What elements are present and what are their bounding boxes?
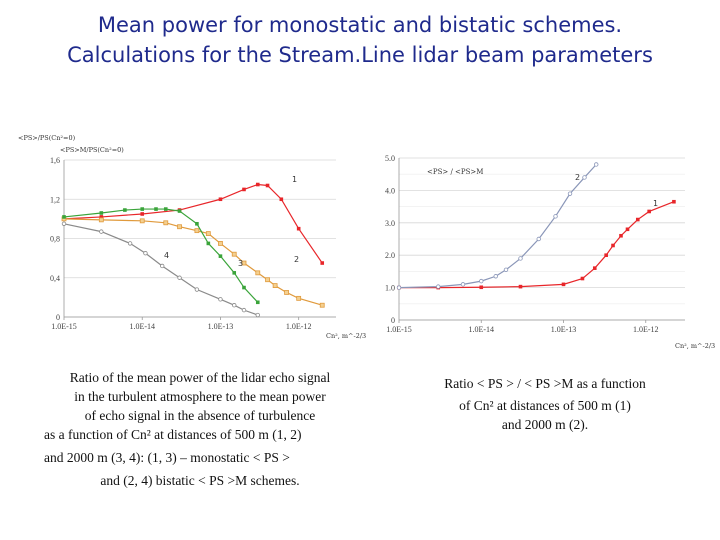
title-line-1: Mean power for monostatic and bistatic schemes. xyxy=(97,13,623,37)
series-3-point xyxy=(207,242,211,246)
series-4-line xyxy=(64,224,258,315)
series-2-point xyxy=(519,257,523,261)
caption-right-line: and 2000 m (2). xyxy=(501,417,589,432)
x-tick-label: 1.0E-14 xyxy=(468,325,495,334)
series-3-point xyxy=(195,222,199,226)
y-tick-label: 0 xyxy=(391,316,395,325)
series-4-point xyxy=(256,313,260,317)
series-4-point xyxy=(219,298,223,302)
y-tick-label: 1,6 xyxy=(50,156,60,165)
x-tick-label: 1.0E-14 xyxy=(129,322,156,331)
series-2-point xyxy=(232,252,236,256)
series-3-point xyxy=(219,254,223,258)
y-tick-label: 5.0 xyxy=(385,154,395,163)
caption-left-line: of echo signal in the absence of turbulence xyxy=(84,408,316,423)
series-1-point xyxy=(242,188,246,192)
slide-title xyxy=(0,10,720,70)
series-1-point xyxy=(672,200,676,204)
series-3-point xyxy=(164,207,168,211)
right-ylabel: <PS> / <PS>M xyxy=(427,168,484,176)
chart-left xyxy=(0,130,367,350)
series-2-point xyxy=(266,278,270,282)
series-2-point xyxy=(554,215,558,219)
x-tick-label: 1.0E-12 xyxy=(632,325,659,334)
series-2-point xyxy=(479,279,483,283)
caption-left xyxy=(30,368,370,490)
series-3-point xyxy=(123,208,127,212)
series-4-label: 4 xyxy=(164,251,170,260)
series-2-point xyxy=(195,229,199,233)
series-3-point xyxy=(154,207,158,211)
series-4-point xyxy=(62,222,66,226)
series-3-point xyxy=(62,215,66,219)
series-1-point xyxy=(219,197,223,201)
series-1-point xyxy=(256,183,260,187)
series-1-point xyxy=(581,277,585,281)
right-xlabel: Cn², m^-2/3 xyxy=(675,342,716,350)
caption-right-line: of Cn² at distances of 500 m (1) xyxy=(459,398,631,413)
series-4-point xyxy=(128,242,132,246)
series-1-line xyxy=(399,202,674,288)
y-tick-label: 0 xyxy=(56,313,60,322)
x-tick-label: 1.0E-15 xyxy=(51,322,77,331)
series-1-point xyxy=(140,212,144,216)
series-1-point xyxy=(619,234,623,238)
left-ylabel-bottom: <PS>M/PS(Cn²=0) xyxy=(60,146,124,154)
caption-right-line: Ratio < PS > / < PS >M as a function xyxy=(444,376,646,391)
x-tick-label: 1.0E-12 xyxy=(285,322,312,331)
series-2-point xyxy=(594,163,598,167)
x-tick-label: 1.0E-15 xyxy=(386,325,412,334)
series-1-point xyxy=(519,285,523,289)
series-4-point xyxy=(232,303,236,307)
series-2-point xyxy=(206,232,210,236)
series-2-point xyxy=(461,283,465,287)
x-tick-label: 1.0E-13 xyxy=(550,325,577,334)
y-tick-label: 0,8 xyxy=(50,234,60,244)
y-tick-label: 1,2 xyxy=(50,195,60,205)
series-2-label: 2 xyxy=(575,173,581,182)
series-2-point xyxy=(537,237,541,241)
series-4-point xyxy=(195,288,199,292)
y-tick-label: 3.0 xyxy=(385,218,395,228)
series-1-label: 1 xyxy=(653,199,659,208)
caption-right xyxy=(400,374,690,434)
series-2-point xyxy=(256,271,260,275)
series-4-point xyxy=(144,251,148,255)
series-3-point xyxy=(100,211,104,215)
series-2-point xyxy=(583,176,587,180)
series-2-point xyxy=(164,221,168,225)
series-2-point xyxy=(320,303,324,307)
series-2-point xyxy=(297,296,301,300)
caption-left-line: and 2000 m (3, 4): (1, 3) – monostatic < PS > xyxy=(44,450,290,465)
series-4-point xyxy=(100,230,104,234)
y-tick-label: 4.0 xyxy=(385,186,395,196)
series-2-line xyxy=(399,164,596,287)
series-1-point xyxy=(297,227,301,231)
series-1-point xyxy=(479,285,483,289)
x-tick-label: 1.0E-13 xyxy=(207,322,234,331)
title-line-2: Calculations for the Stream.Line lidar beam parameters xyxy=(67,43,653,67)
series-3-label: 3 xyxy=(238,259,244,268)
series-1-point xyxy=(611,244,615,248)
series-1-point xyxy=(626,227,630,231)
caption-left-line: Ratio of the mean power of the lidar echo signal xyxy=(69,370,331,385)
series-1-point xyxy=(562,283,566,287)
series-2-point xyxy=(568,192,572,196)
series-4-point xyxy=(242,308,246,312)
series-2-point xyxy=(218,241,222,245)
series-3-point xyxy=(178,209,182,213)
series-3-line xyxy=(64,209,258,302)
series-1-point xyxy=(320,261,324,265)
series-2-label: 2 xyxy=(294,255,300,264)
series-2-point xyxy=(140,219,144,223)
series-1-line xyxy=(64,185,322,264)
series-3-point xyxy=(232,271,236,275)
series-2-point xyxy=(178,225,182,229)
left-xlabel: Cn², m^-2/3 xyxy=(326,332,367,340)
caption-left-line: as a function of Cn² at distances of 500 m (1, 2) xyxy=(44,427,302,442)
series-4-point xyxy=(160,264,164,268)
series-2-point xyxy=(494,274,498,278)
left-ylabel-top: <PS>/PS(Cn²=0) xyxy=(18,134,76,142)
series-3-point xyxy=(256,300,260,304)
series-2-point xyxy=(273,284,277,288)
caption-left-line: in the turbulent atmosphere to the mean power xyxy=(74,389,326,404)
series-2-point xyxy=(285,290,289,294)
series-2-point xyxy=(436,285,440,289)
caption-left-line: and (2, 4) bistatic < PS >M schemes. xyxy=(100,473,300,488)
series-2-point xyxy=(397,286,401,290)
series-2-point xyxy=(99,218,103,222)
series-1-point xyxy=(280,197,284,201)
series-1-point xyxy=(604,253,608,257)
y-tick-label: 1.0 xyxy=(385,283,395,293)
series-4-point xyxy=(178,276,182,280)
series-1-point xyxy=(593,266,597,270)
y-tick-label: 0,4 xyxy=(50,273,60,283)
chart-right xyxy=(375,150,715,370)
series-1-point xyxy=(647,210,651,214)
y-tick-label: 2.0 xyxy=(385,251,395,261)
series-3-point xyxy=(242,286,246,290)
series-1-point xyxy=(636,218,640,222)
series-1-label: 1 xyxy=(292,175,298,184)
series-2-point xyxy=(504,268,508,272)
series-1-point xyxy=(266,184,270,188)
series-3-point xyxy=(140,207,144,211)
